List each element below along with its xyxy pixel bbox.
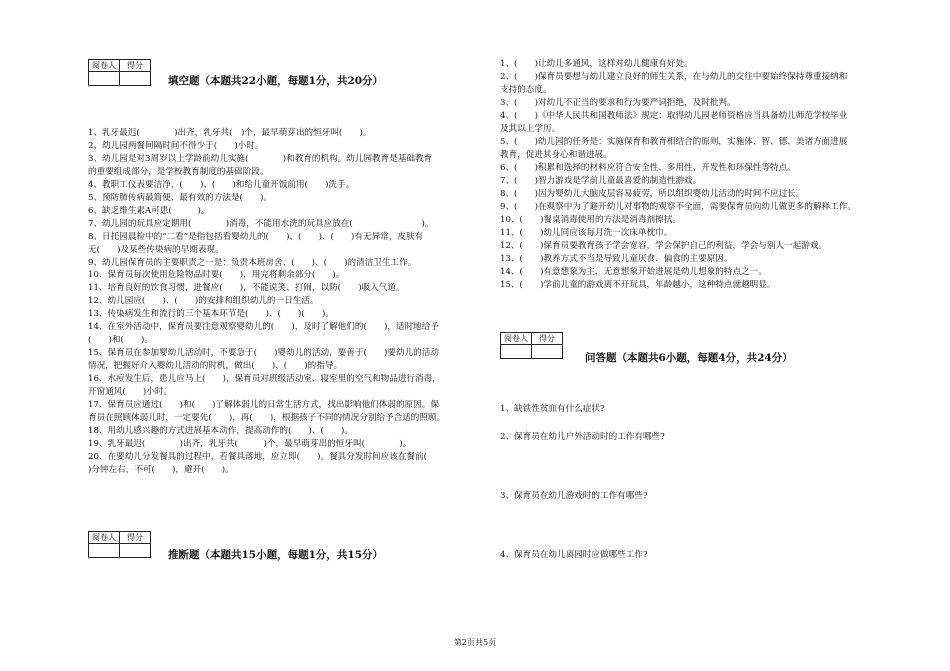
fill-question-line: 14、在室外活动中，保育员要注意观察婴幼儿的( )，及时了解他们的( )，适时地给予 (88, 322, 439, 333)
fill-question-line: 4、教职工仪表要洁净，( )、( )和给儿童开饭前用( )洗手。 (88, 179, 355, 190)
score-cell (120, 544, 151, 558)
fill-question-line: 情况，把握好介入婴幼儿活动的时机，做出( )、( )的指导。 (88, 361, 343, 372)
fill-question-line: 3、幼儿园是对3周岁以上学龄前幼儿实施( )和教育的机构。幼儿园教育是基础教育 (88, 153, 433, 164)
judge-question-line: 14、( )有意想象为主，无意想象开始进展是幼儿想象的特点之一。 (500, 267, 767, 277)
judge-question-line: 15、( )学前儿童的游戏离不开玩具，年龄越小，这种特点就越明显。 (500, 280, 776, 290)
fill-question-line: 7、幼儿园的玩具应定期用( )消毒，不能用水洗的玩具应放在( )。 (88, 218, 434, 229)
page-footer: 第2页共5页 (453, 638, 497, 647)
judge-question-line: 3、( )对幼儿不正当的要求和行为要严词拒绝，及时批判。 (500, 98, 736, 108)
fill-question-line: 11、培育良好的饮食习惯，进餐应( )，不能说笑、打闹，以防( )吸入气道。 (88, 283, 405, 294)
fill-question-line: 9、幼儿园保育员的主要职责之一是：负责本班房舍、( )、( )的清洁卫生工作。 (88, 257, 417, 268)
reviewer-label: 阅卷人 (89, 532, 120, 544)
judge-question-line: 10、( )餐桌消毒使用的方法是消毒剂擦拭。 (500, 215, 681, 225)
fill-question-line: 6、缺乏维生素A可患( )。 (88, 205, 210, 216)
judge-question-line: 4、( )《中华人民共和国教师法》规定：取得幼儿园老师资格应当具备幼儿师范学校毕业 (500, 111, 848, 121)
score-label: 得分 (120, 532, 151, 544)
score-cell (532, 345, 563, 359)
score-cell (120, 72, 151, 86)
judge-section-title: 推断题（本题共15小题，每题1分，共15分） (168, 549, 384, 561)
judge-question-line: 2、( )保育员要想与幼儿建立良好的师生关系，在与幼儿的交往中要始终保持尊重接纳和 (500, 72, 848, 82)
fill-section-title: 填空题（本题共22小题，每题1分，共20分） (168, 75, 384, 87)
score-box-judge (88, 531, 151, 558)
fill-question-line: 5、预防肺传病最简便、最有效的方法是( )。 (88, 192, 273, 203)
judge-question-line: 11、( )幼儿同应该每月洗一次床单枕巾。 (500, 228, 673, 238)
fill-question-line: 19、乳牙最迟( )出齐，乳牙共( )个，最早萌芽出的恒牙叫( )。 (88, 438, 412, 449)
fill-question-line: 的重要组成部分，是学校教育制度的基础阶段。 (88, 166, 269, 177)
judge-question-line: 支持的态度。 (500, 85, 552, 95)
qa-section-title: 问答题（本题共6小题，每题4分，共24分） (585, 352, 793, 364)
fill-question-line: 13、传染病发生和流行的三个基本环节是( )、( )( )。 (88, 309, 334, 320)
score-box-fill (88, 59, 151, 86)
fill-question-line: 12、幼儿园应( )、( )的安排和组织幼儿的一日生活。 (88, 296, 319, 307)
fill-question-line: 8、日托园晨检中的“二看”是指包括看婴幼儿的( )、( )、( )有无异常，皮肤有 (88, 231, 424, 242)
judge-question-line: 1、( )让幼儿多通风，这样对幼儿健康有好处。 (500, 59, 693, 69)
reviewer-cell (89, 72, 120, 86)
fill-question-line: 20、在要幼儿分发餐具的过程中，若餐具落地，应立即( )。餐具分发时间应该在餐前( (88, 451, 427, 462)
judge-question-line: 12、( )保育员要教育孩子学会宽容，学会保护自己的利益，学会与别人一起游戏。 (500, 241, 828, 251)
fill-question-line: 15、保育员在参加婴幼儿活动时，不要急于( )婴幼儿的活动，要善于( )要幼儿的活动 (88, 348, 439, 359)
judge-question-line: 及其以上学历。 (500, 124, 561, 134)
fill-question-line: 开窗通风( )小时。 (88, 387, 173, 397)
fill-question-line: 10、保育员每次使用危险物品时要( )，用完将剩余部分( )。 (88, 270, 345, 281)
score-box-qa (500, 332, 563, 359)
judge-question-line: 教育，促进其身心和谐进展。 (500, 150, 612, 160)
score-label: 得分 (120, 60, 151, 72)
qa-question: 1、缺铁性贫血有什么症状? (500, 404, 605, 414)
judge-question-line: 7、( )智力游戏是学前儿童最喜爱的制造性游戏。 (500, 176, 702, 186)
judge-question-line: 9、( )在观察中为了避开幼儿对事物的观察不全面，需要保育员向幼儿做更多的解释工作。 (500, 202, 856, 212)
judge-question-line: 6、( )积累和选择的材料应符合安全性、多用性、开发性和环保性等特点。 (500, 163, 796, 173)
judge-question-line: 5、( )幼儿园的任务是：实施保育和教育相结合的原则，实施体、智、德、美诸方面进展 (500, 137, 848, 147)
fill-question-line: 育员在照顾体弱儿时，一定要先( )，再( )，根据孩子不同的情况分别给予合适的照顾。 (88, 412, 446, 423)
qa-question: 2、保育员在幼儿户外活动时的工作有哪些? (500, 432, 665, 442)
fill-question-line: 无( )及某些传染病的早期表现。 (88, 244, 224, 255)
fill-question-line: 18、用幼儿感兴趣的方式进展基本动作，提高动作的( )、( )。 (88, 425, 353, 436)
fill-question-line: 2、幼儿园两餐间隔时间不得少于( )小时。 (88, 140, 264, 151)
qa-question: 3、保育员在幼儿游戏时的工作有哪些? (500, 491, 648, 501)
qa-question: 4、保育员在幼儿离园时应做哪些工作? (500, 550, 648, 560)
reviewer-cell (89, 544, 120, 558)
fill-question-line: 17、保育员应通过( )和( )了解体弱儿的日常生活方式，找出影响他们体弱的原因。保 (88, 399, 439, 410)
reviewer-cell (501, 345, 532, 359)
score-label: 得分 (532, 333, 563, 345)
judge-question-line: 8、( )因为婴幼儿大脑皮层容易疲劳，所以组织婴幼儿活动的时间不应过长。 (500, 189, 805, 199)
judge-question-line: 13、( )教养方式不当是导致儿童厌食、偏食的主要原因。 (500, 254, 733, 264)
reviewer-label: 阅卷人 (89, 60, 120, 72)
fill-question-line: ( )和( )。 (88, 335, 153, 346)
reviewer-label: 阅卷人 (501, 333, 532, 345)
fill-question-line: 1、乳牙最迟( )出齐，乳牙共( )个，最早萌芽出的恒牙叫( )。 (88, 128, 372, 138)
fill-question-line: 16、水痘发生后，患儿应马上( )，保育员对班级活动室、寝室里的空气和物品进行消毒， (88, 374, 441, 385)
fill-question-line: )分钟左右，不可( )，避开( )。 (88, 464, 234, 475)
